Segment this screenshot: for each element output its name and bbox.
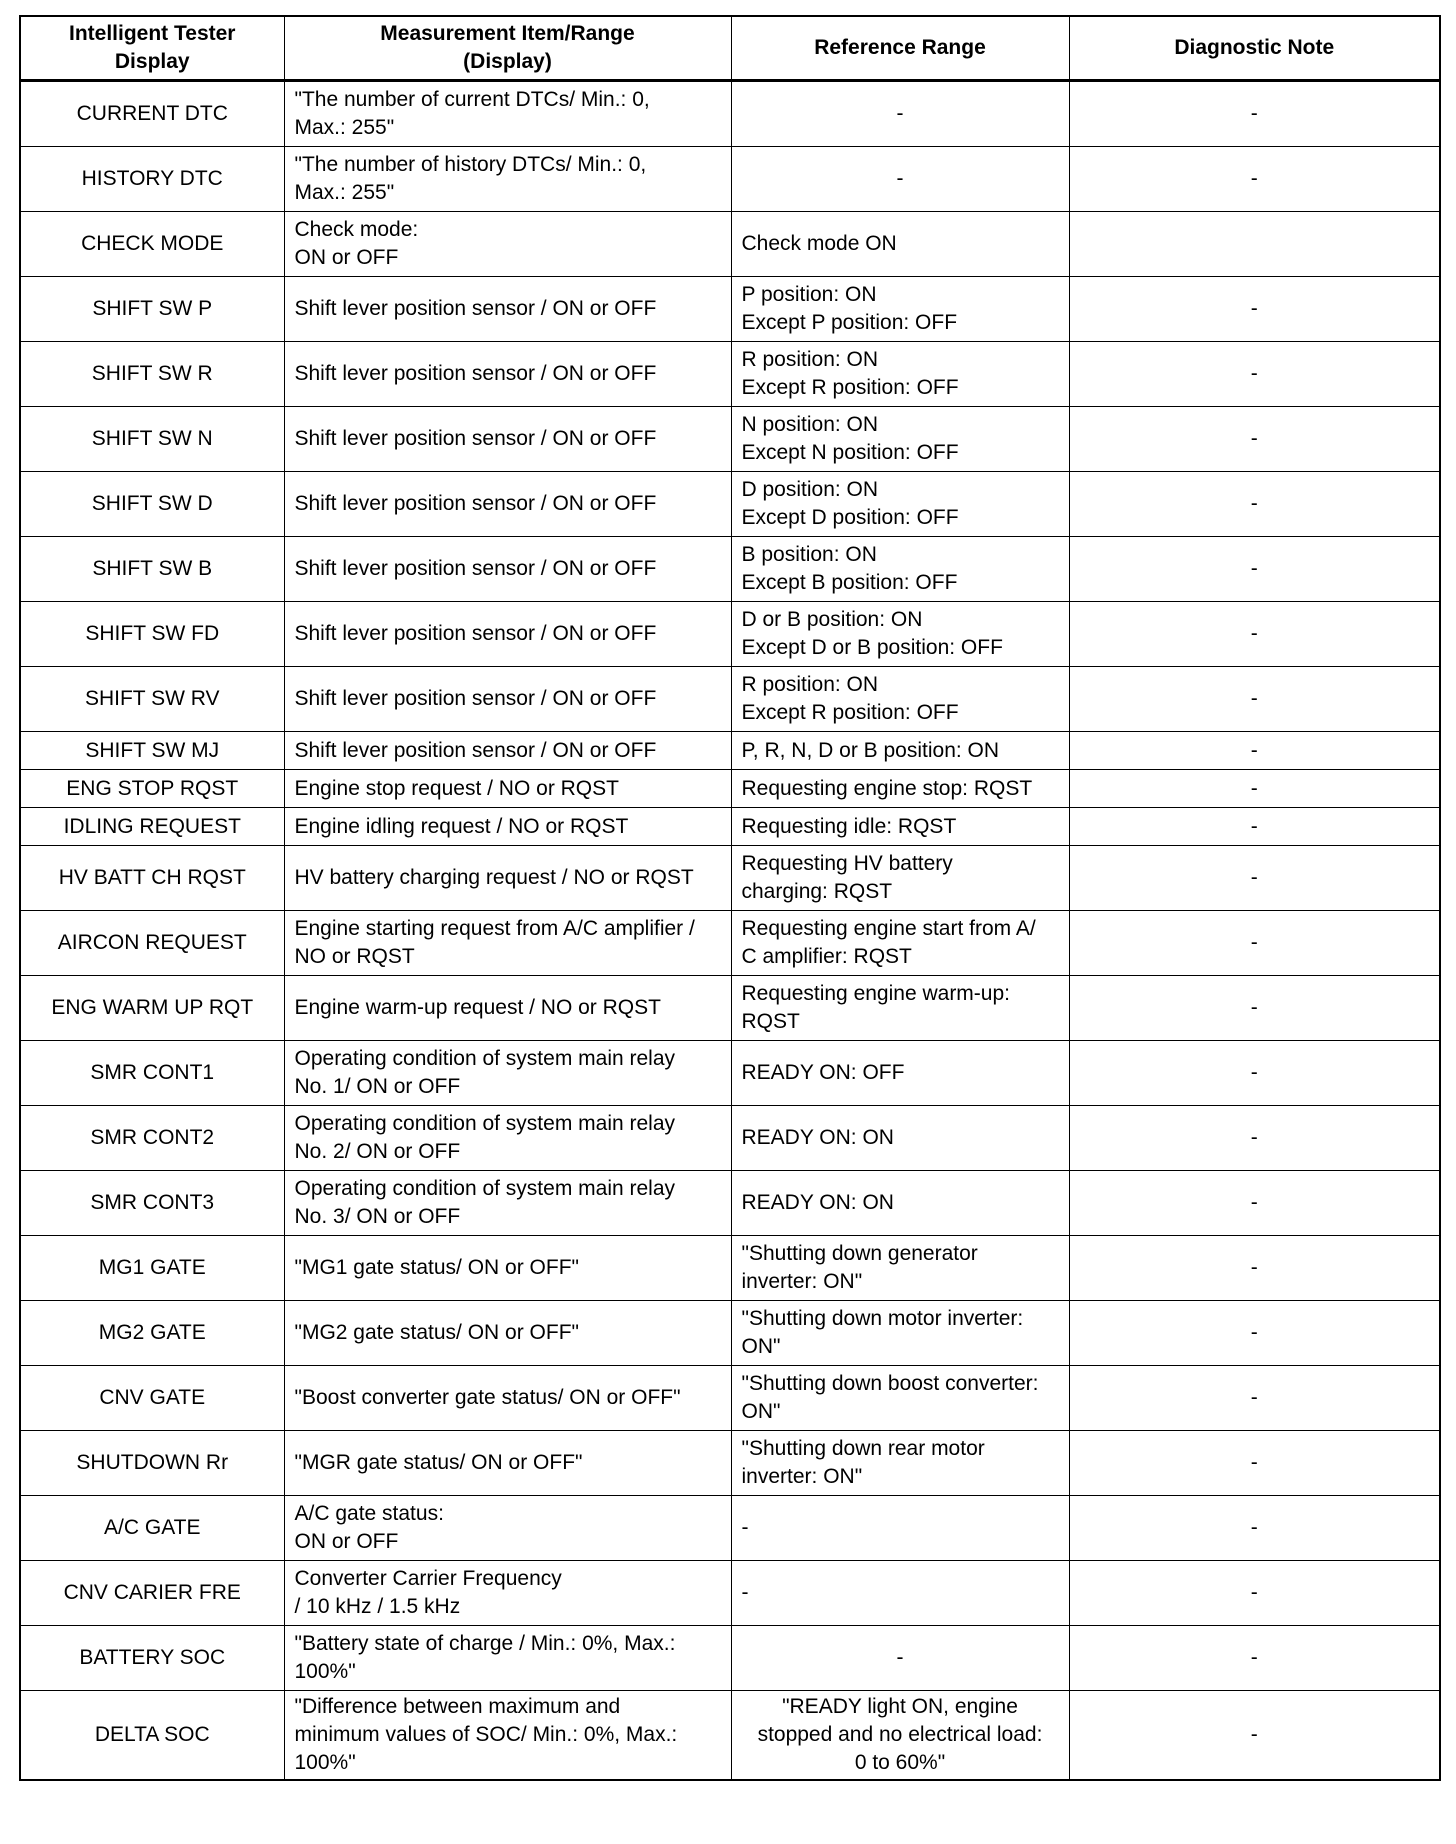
cell-reference-range [731,770,1069,808]
cell-measurement-item-text: HV battery charging request / NO or RQST [294,866,694,889]
cell-diagnostic-note [1069,147,1440,212]
cell-measurement-item-text: Operating condition of system main relay No. 1/ ON or OFF [294,1047,676,1098]
cell-reference-range [731,1366,1069,1431]
table-row [20,976,1440,1041]
cell-reference-range [731,1431,1069,1496]
cell-reference-range [731,147,1069,212]
cell-reference-range-text: "Shutting down generator inverter: ON" [741,1242,978,1293]
cell-reference-range [731,1171,1069,1236]
cell-diagnostic-note [1069,1041,1440,1106]
cell-tester-display [20,81,284,147]
table-row [20,1626,1440,1691]
table-row [20,1366,1440,1431]
table-row [20,212,1440,277]
cell-diagnostic-note [1069,472,1440,537]
table-row [20,472,1440,537]
cell-reference-range [731,1236,1069,1301]
table-row [20,1691,1440,1781]
table-row [20,407,1440,472]
cell-measurement-item-text: Shift lever position sensor / ON or OFF [294,492,657,515]
cell-reference-range [731,81,1069,147]
cell-reference-range [731,537,1069,602]
cell-measurement-item-text: Shift lever position sensor / ON or OFF [294,687,657,710]
cell-diagnostic-note [1069,1431,1440,1496]
cell-measurement-item-text: "Boost converter gate status/ ON or OFF" [294,1386,681,1409]
cell-tester-display [20,1561,284,1626]
cell-tester-display-text: IDLING REQUEST [63,814,241,838]
cell-diagnostic-note-text: - [1250,776,1258,800]
table-row [20,732,1440,770]
cell-tester-display [20,277,284,342]
cell-tester-display-text: SHIFT SW RV [84,687,220,710]
cell-reference-range-text: - [896,102,904,125]
cell-reference-range [731,602,1069,667]
cell-reference-range [731,407,1069,472]
cell-tester-display [20,732,284,770]
cell-diagnostic-note [1069,808,1440,846]
cell-tester-display-text: A/C GATE [104,1516,201,1539]
cell-measurement-item-text: Converter Carrier Frequency / 10 kHz / 1.5 kHz [294,1567,562,1618]
cell-measurement-item [284,911,731,976]
cell-measurement-item-text: Engine warm-up request / NO or RQST [294,996,661,1019]
cell-reference-range-text: Check mode ON [741,232,897,255]
cell-measurement-item [284,770,731,808]
cell-reference-range [731,846,1069,911]
cell-diagnostic-note [1069,537,1440,602]
cell-reference-range-text: - [741,1516,749,1539]
table-row [20,667,1440,732]
cell-tester-display-text: SHIFT SW R [91,362,213,385]
cell-diagnostic-note [1069,770,1440,808]
cell-reference-range [731,1301,1069,1366]
cell-tester-display [20,1431,284,1496]
table-row [20,1431,1440,1496]
cell-diagnostic-note [1069,407,1440,472]
table-row [20,1301,1440,1366]
cell-measurement-item [284,1431,731,1496]
table-row [20,537,1440,602]
cell-diagnostic-note [1069,667,1440,732]
cell-tester-display [20,1236,284,1301]
cell-diagnostic-note [1069,1301,1440,1366]
cell-diagnostic-note-text: - [1250,102,1258,125]
cell-diagnostic-note-text: - [1250,622,1258,645]
cell-tester-display [20,1041,284,1106]
cell-diagnostic-note [1069,1626,1440,1691]
table-row [20,1041,1440,1106]
cell-diagnostic-note-text: - [1250,557,1258,580]
cell-reference-range-text: "Shutting down motor inverter: ON" [741,1307,1024,1358]
cell-measurement-item-text: Shift lever position sensor / ON or OFF [294,557,657,580]
cell-diagnostic-note-text: - [1250,1646,1258,1669]
cell-measurement-item [284,472,731,537]
cell-diagnostic-note [1069,976,1440,1041]
cell-measurement-item [284,407,731,472]
cell-measurement-item [284,1301,731,1366]
table-row [20,147,1440,212]
table-row [20,1496,1440,1561]
cell-diagnostic-note-text: - [1250,1126,1258,1149]
cell-reference-range [731,1496,1069,1561]
cell-reference-range-text: R position: ON Except R position: OFF [741,673,959,724]
cell-diagnostic-note [1069,1106,1440,1171]
cell-diagnostic-note-text: - [1250,1256,1258,1279]
cell-tester-display-text: ENG WARM UP RQT [51,996,254,1019]
cell-reference-range [731,911,1069,976]
cell-measurement-item-text: Shift lever position sensor / ON or OFF [294,738,657,762]
cell-tester-display-text: HISTORY DTC [81,167,223,190]
cell-diagnostic-note-text: - [1250,1321,1258,1344]
cell-measurement-item [284,846,731,911]
cell-reference-range-text: READY ON: OFF [741,1061,905,1084]
table-row [20,1236,1440,1301]
table-row [20,602,1440,667]
cell-reference-range-text: "READY light ON, engine stopped and no electrical load: 0 to 60%" [757,1695,1043,1774]
cell-reference-range-text: Requesting idle: RQST [741,814,957,838]
cell-reference-range-text: P, R, N, D or B position: ON [741,738,1000,762]
cell-tester-display [20,1691,284,1781]
cell-diagnostic-note [1069,1691,1440,1781]
cell-tester-display [20,342,284,407]
table-row [20,1171,1440,1236]
cell-measurement-item [284,1626,731,1691]
cell-diagnostic-note [1069,342,1440,407]
cell-diagnostic-note [1069,81,1440,147]
cell-tester-display [20,147,284,212]
cell-measurement-item [284,667,731,732]
cell-reference-range-text: "Shutting down rear motor inverter: ON" [741,1437,985,1488]
cell-measurement-item [284,212,731,277]
cell-tester-display [20,212,284,277]
cell-reference-range-text: - [896,1646,904,1669]
cell-reference-range [731,277,1069,342]
cell-measurement-item [284,602,731,667]
table-row [20,277,1440,342]
cell-tester-display-text: DELTA SOC [94,1723,210,1746]
cell-diagnostic-note [1069,602,1440,667]
cell-reference-range [731,1106,1069,1171]
cell-diagnostic-note [1069,846,1440,911]
cell-measurement-item-text: Shift lever position sensor / ON or OFF [294,427,657,450]
cell-reference-range [731,212,1069,277]
cell-measurement-item-text: A/C gate status: ON or OFF [294,1502,444,1553]
cell-measurement-item [284,808,731,846]
cell-reference-range [731,976,1069,1041]
cell-diagnostic-note [1069,911,1440,976]
cell-reference-range-text: Requesting engine stop: RQST [741,776,1033,800]
cell-diagnostic-note-text: - [1250,1191,1258,1214]
cell-tester-display-text: SHIFT SW P [92,297,213,320]
cell-tester-display [20,911,284,976]
cell-diagnostic-note [1069,212,1440,277]
cell-reference-range-text: - [896,167,904,190]
cell-tester-display-text: MG1 GATE [98,1256,206,1279]
cell-tester-display-text: CNV GATE [99,1386,206,1409]
cell-tester-display [20,667,284,732]
cell-measurement-item-text: Engine starting request from A/C amplifier / NO or RQST [294,917,695,968]
cell-measurement-item [284,1691,731,1781]
cell-tester-display [20,976,284,1041]
cell-diagnostic-note-text: - [1250,931,1258,954]
cell-tester-display [20,770,284,808]
cell-reference-range-text: P position: ON Except P position: OFF [741,283,958,334]
cell-reference-range-text: "Shutting down boost converter: ON" [741,1372,1039,1423]
cell-diagnostic-note-text: - [1250,738,1258,762]
cell-measurement-item-text: "MG2 gate status/ ON or OFF" [294,1321,579,1344]
cell-measurement-item-text: Check mode: ON or OFF [294,218,419,269]
header-diagnostic-note: Diagnostic Note [1069,16,1440,81]
cell-tester-display-text: SMR CONT2 [90,1126,215,1149]
cell-measurement-item-text: Operating condition of system main relay No. 3/ ON or OFF [294,1177,676,1228]
cell-tester-display-text: SMR CONT1 [90,1061,215,1084]
cell-diagnostic-note [1069,1236,1440,1301]
cell-tester-display [20,1171,284,1236]
cell-reference-range [731,472,1069,537]
table-row [20,81,1440,147]
cell-tester-display-text: SMR CONT3 [90,1191,215,1214]
cell-tester-display [20,1626,284,1691]
cell-diagnostic-note-text: - [1250,492,1258,515]
cell-reference-range [731,342,1069,407]
cell-diagnostic-note-text: - [1250,297,1258,320]
cell-measurement-item-text: "The number of history DTCs/ Min.: 0, Max.: 255" [294,153,647,204]
header-measurement-item: Measurement Item/Range (Display) [284,16,731,81]
cell-measurement-item [284,976,731,1041]
cell-reference-range-text: N position: ON Except N position: OFF [741,413,959,464]
cell-tester-display-text: SHIFT SW N [91,427,213,450]
table-row [20,911,1440,976]
table-header-row [20,16,1440,81]
cell-measurement-item [284,1041,731,1106]
cell-diagnostic-note-text: - [1250,1386,1258,1409]
cell-measurement-item [284,1236,731,1301]
cell-diagnostic-note [1069,1496,1440,1561]
cell-tester-display [20,1301,284,1366]
cell-tester-display [20,472,284,537]
table-row [20,1106,1440,1171]
cell-reference-range-text: Requesting engine start from A/ C amplifier: RQST [741,917,1036,968]
cell-reference-range-text: Requesting HV battery charging: RQST [741,852,953,903]
cell-measurement-item [284,1561,731,1626]
table-row [20,846,1440,911]
table-row [20,342,1440,407]
cell-diagnostic-note-text: - [1250,1723,1258,1746]
cell-tester-display-text: CNV CARIER FRE [63,1581,241,1604]
cell-diagnostic-note-text: - [1250,1451,1258,1474]
cell-reference-range-text: R position: ON Except R position: OFF [741,348,959,399]
cell-diagnostic-note [1069,277,1440,342]
cell-tester-display-text: SHUTDOWN Rr [76,1451,229,1474]
cell-tester-display-text: BATTERY SOC [79,1646,226,1669]
cell-reference-range [731,1561,1069,1626]
cell-measurement-item-text: "The number of current DTCs/ Min.: 0, Max.: 255" [294,88,650,139]
cell-reference-range-text: B position: ON Except B position: OFF [741,543,958,594]
cell-measurement-item-text: "Battery state of charge / Min.: 0%, Max.: 100%" [294,1632,676,1683]
cell-tester-display [20,1366,284,1431]
cell-measurement-item [284,277,731,342]
cell-tester-display [20,808,284,846]
cell-tester-display [20,1496,284,1561]
cell-measurement-item [284,732,731,770]
cell-measurement-item-text: Shift lever position sensor / ON or OFF [294,362,657,385]
cell-measurement-item-text: "Difference between maximum and minimum values of SOC/ Min.: 0%, Max.: 100%" [294,1695,678,1774]
cell-diagnostic-note-text: - [1250,687,1258,710]
cell-measurement-item-text: "MGR gate status/ ON or OFF" [294,1451,583,1474]
table-row [20,770,1440,808]
cell-tester-display-text: SHIFT SW MJ [85,738,220,762]
cell-measurement-item [284,81,731,147]
header-tester-display: Intelligent Tester Display [20,16,284,81]
cell-tester-display-text: SHIFT SW B [92,557,213,580]
diagnostic-data-table [19,15,1441,1781]
cell-reference-range-text: D or B position: ON Except D or B position: OFF [741,608,1003,659]
cell-reference-range [731,1041,1069,1106]
cell-diagnostic-note [1069,732,1440,770]
cell-tester-display-text: MG2 GATE [98,1321,206,1344]
cell-measurement-item [284,147,731,212]
cell-tester-display [20,1106,284,1171]
cell-diagnostic-note-text: - [1250,866,1258,889]
cell-diagnostic-note-text: - [1250,814,1258,838]
cell-reference-range [731,1691,1069,1781]
cell-reference-range [731,732,1069,770]
cell-tester-display [20,407,284,472]
cell-diagnostic-note-text: - [1250,1061,1258,1084]
cell-measurement-item [284,342,731,407]
cell-tester-display-text: CURRENT DTC [76,102,228,125]
cell-reference-range-text: - [741,1581,749,1604]
cell-measurement-item [284,1496,731,1561]
cell-reference-range [731,667,1069,732]
cell-measurement-item-text: Engine stop request / NO or RQST [294,776,619,800]
cell-diagnostic-note-text: - [1250,996,1258,1019]
cell-tester-display [20,846,284,911]
cell-reference-range-text: READY ON: ON [741,1191,894,1214]
cell-measurement-item-text: "MG1 gate status/ ON or OFF" [294,1256,579,1279]
cell-measurement-item-text: Operating condition of system main relay No. 2/ ON or OFF [294,1112,676,1163]
table-row [20,808,1440,846]
cell-measurement-item [284,1366,731,1431]
cell-measurement-item [284,537,731,602]
cell-diagnostic-note-text: - [1250,167,1258,190]
cell-measurement-item [284,1106,731,1171]
cell-diagnostic-note [1069,1366,1440,1431]
cell-reference-range [731,808,1069,846]
cell-reference-range-text: Requesting engine warm-up: RQST [741,982,1010,1033]
cell-diagnostic-note-text: - [1250,427,1258,450]
cell-tester-display [20,602,284,667]
header-reference-range: Reference Range [731,16,1069,81]
cell-tester-display [20,537,284,602]
table-row [20,1561,1440,1626]
cell-diagnostic-note-text: - [1250,1581,1258,1604]
cell-tester-display-text: AIRCON REQUEST [57,931,247,954]
cell-reference-range-text: READY ON: ON [741,1126,894,1149]
cell-measurement-item-text: Engine idling request / NO or RQST [294,814,629,838]
cell-measurement-item-text: Shift lever position sensor / ON or OFF [294,297,657,320]
cell-tester-display-text: HV BATT CH RQST [58,866,246,889]
cell-diagnostic-note-text: - [1250,362,1258,385]
cell-measurement-item-text: Shift lever position sensor / ON or OFF [294,622,657,645]
cell-reference-range-text: D position: ON Except D position: OFF [741,478,959,529]
cell-measurement-item [284,1171,731,1236]
cell-reference-range [731,1626,1069,1691]
cell-diagnostic-note [1069,1171,1440,1236]
cell-tester-display-text: CHECK MODE [81,232,224,255]
cell-tester-display-text: SHIFT SW D [91,492,213,515]
cell-tester-display-text: SHIFT SW FD [85,622,220,645]
cell-diagnostic-note-text: - [1250,1516,1258,1539]
cell-diagnostic-note [1069,1561,1440,1626]
cell-tester-display-text: ENG STOP RQST [66,776,239,800]
